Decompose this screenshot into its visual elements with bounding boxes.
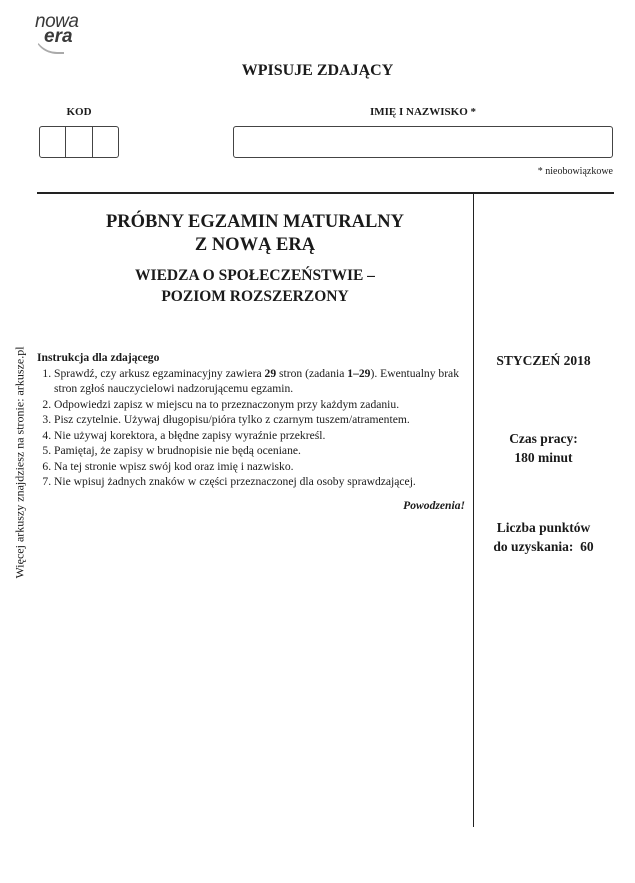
instruction-item: 6. Na tej stronie wpisz swój kod oraz imię i nazwisko. [54,459,467,475]
exam-subject [37,265,473,307]
instruction-item: 1. Sprawdź, czy arkusz egzaminacyjny zawiera 29 stron (zadania 1–29). Ewentualny brak stron zgłoś nauczycielowi nadzorującemu egzamin. [54,366,467,397]
exam-date: STYCZEŃ 2018 [496,353,591,368]
logo-line2: era [44,26,73,47]
name-label: IMIĘ I NAZWISKO * [369,106,477,118]
instruction-item: 5. Pamiętaj, że zapisy w brudnopisie nie będą oceniane. [54,443,467,459]
logo-arc-icon [33,30,64,54]
page-heading: WPISUJE ZDAJĄCY [241,62,394,79]
exam-subject-line2: POZIOM ROZSZERZONY [161,288,349,305]
points-label: Liczba punktów [496,520,591,535]
points-value: do uzyskania: 60 [493,539,594,554]
exam-title [37,211,473,257]
time-label: Czas pracy: [509,431,578,446]
name-field[interactable] [233,126,613,158]
time-value: 180 minut [514,450,573,465]
nowa-era-logo [35,11,79,47]
exam-points [474,518,613,556]
exam-title-line1: PRÓBNY EGZAMIN MATURALNY [105,212,405,232]
exam-title-line2: Z NOWĄ ERĄ [194,235,316,255]
divider-horizontal [37,192,614,194]
instruction-item: 7. Nie wpisuj żadnych znaków w części przeznaczonej dla osoby sprawdzającej. [54,474,467,490]
kod-cell[interactable] [93,127,118,157]
kod-cell[interactable] [66,127,92,157]
logo-line1: nowa [35,11,79,32]
divider-vertical [473,193,474,827]
kod-label: KOD [66,106,92,118]
side-watermark-text: Więcej arkuszy znajdziesz na stronie: arkusze.pl [12,346,27,579]
exam-time [474,429,613,467]
kod-field[interactable] [39,126,119,158]
instruction-item: 4. Nie używaj korektora, a błędne zapisy wyraźnie przekreśl. [54,428,467,444]
exam-subject-line1: WIEDZA O SPOŁECZEŃSTWIE – [135,267,375,284]
instructions [37,350,467,490]
instruction-item: 2. Odpowiedzi zapisz w miejscu na to przeznaczonym przy każdym zadaniu. [54,397,467,413]
kod-cell[interactable] [40,127,66,157]
instruction-item: 3. Pisz czytelnie. Używaj długopisu/pióra tylko z czarnym tuszem/atramentem. [54,412,467,428]
closing-text: Powodzenia! [403,499,465,512]
optional-note: * nieobowiązkowe [537,166,613,177]
instructions-heading: Instrukcja dla zdającego [37,351,160,364]
